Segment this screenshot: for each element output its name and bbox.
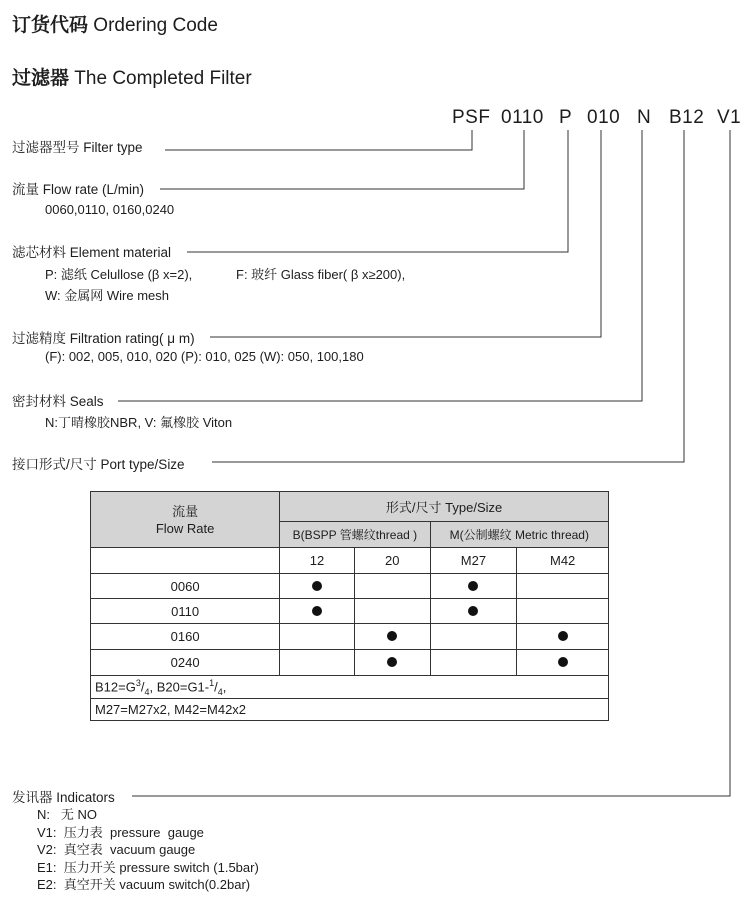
- filter-type-label: 过滤器型号 Filter type: [12, 140, 143, 155]
- line-flow-rate: [160, 130, 524, 189]
- indicator-item: N: 无 NO: [37, 807, 97, 822]
- size-12: 12: [280, 548, 355, 574]
- table-row: [91, 574, 609, 599]
- table-row: [91, 599, 609, 624]
- code-part-psf: PSF: [452, 107, 491, 128]
- mark-cell-2-3: [517, 624, 609, 650]
- table-row: [91, 650, 609, 676]
- mark-cell-1-2: [430, 599, 517, 624]
- code-part-indicator: V1: [717, 107, 742, 128]
- availability-dot: [387, 631, 397, 641]
- code-part-flow: 0110: [501, 107, 544, 128]
- availability-dot: [312, 581, 322, 591]
- mark-cell-0-2: [430, 574, 517, 599]
- table-row: [91, 624, 609, 650]
- indicator-item: V2: 真空表 vacuum gauge: [37, 842, 196, 857]
- element-material-label: 滤芯材料 Element material: [12, 245, 172, 260]
- mark-cell-0-1: [354, 574, 430, 599]
- mark-cell-2-0: [280, 624, 355, 650]
- flow-cell: 0060: [91, 574, 280, 599]
- mark-cell-3-2: [430, 650, 517, 676]
- element-material-option-p: P: 滤纸 Celullose (β x=2),: [45, 267, 193, 282]
- code-part-rating: 010: [587, 107, 621, 128]
- line-filter-type: [165, 130, 472, 150]
- code-part-port: B12: [669, 107, 705, 128]
- availability-dot: [558, 657, 568, 667]
- mark-cell-1-0: [280, 599, 355, 624]
- indicator-item: V1: 压力表 pressure gauge: [37, 824, 204, 840]
- completed-filter-title: 过滤器 The Completed Filter: [12, 67, 252, 89]
- flow-rate-label: 流量 Flow rate (L/min): [12, 182, 145, 197]
- port-label: 接口形式/尺寸 Port type/Size: [12, 457, 185, 472]
- ordering-code-title: 订货代码 Ordering Code: [12, 14, 218, 36]
- mark-cell-1-1: [354, 599, 430, 624]
- mark-cell-2-2: [430, 624, 517, 650]
- flow-cell: 0240: [91, 650, 280, 676]
- metric-header: M(公制螺纹 Metric thread): [430, 522, 608, 548]
- indicator-item: E2: 真空开关 vacuum switch(0.2bar): [37, 877, 251, 892]
- bspp-size-note: $B12=G^3/_4$, $B20=G1-^1/_4$,: [91, 676, 609, 699]
- size-m42: M42: [517, 548, 609, 574]
- indicator-item: E1: 压力开关 pressure switch (1.5bar): [37, 859, 259, 875]
- availability-dot: [468, 581, 478, 591]
- element-material-option-f: F: 玻纤 Glass fiber( β x≥200),: [236, 267, 406, 282]
- bspp-header: B(BSPP 管螺纹thread ): [280, 522, 430, 548]
- mark-cell-0-0: [280, 574, 355, 599]
- code-part-material: P: [559, 107, 573, 128]
- seals-values: N:丁晴橡胶NBR, V: 氟橡胶 Viton: [45, 415, 233, 430]
- seals-label: 密封材料 Seals: [12, 394, 104, 409]
- indicators-label: 发讯器 Indicators: [12, 790, 115, 805]
- size-m27: M27: [430, 548, 517, 574]
- mark-cell-2-1: [354, 624, 430, 650]
- mark-cell-3-3: [517, 650, 609, 676]
- port-size-table: [90, 491, 609, 721]
- flow-cell: 0110: [91, 599, 280, 624]
- flow-cell: 0160: [91, 624, 280, 650]
- mark-cell-3-1: [354, 650, 430, 676]
- flow-rate-header: 流量 Flow Rate: [91, 492, 280, 548]
- mark-cell-0-3: [517, 574, 609, 599]
- filtration-rating-values: (F): 002, 005, 010, 020 (P): 010, 025 (W): 050, 100,180: [45, 349, 364, 364]
- flow-rate-header-blank: [91, 548, 280, 574]
- line-port: [212, 130, 684, 462]
- availability-dot: [387, 657, 397, 667]
- line-filtration-rating: [210, 130, 601, 337]
- mark-cell-3-0: [280, 650, 355, 676]
- filtration-rating-label: 过滤精度 Filtration rating( μ m): [12, 331, 195, 346]
- availability-dot: [558, 631, 568, 641]
- flow-rate-values: 0060,0110, 0160,0240: [45, 202, 175, 217]
- size-20: 20: [354, 548, 430, 574]
- indicators-list: [37, 806, 259, 894]
- line-element-material: [187, 130, 568, 252]
- availability-dot: [312, 606, 322, 616]
- mark-cell-1-3: [517, 599, 609, 624]
- type-size-header: 形式/尺寸 Type/Size: [280, 492, 609, 522]
- availability-dot: [468, 606, 478, 616]
- code-part-seal: N: [637, 107, 652, 128]
- metric-size-note: M27=M27x2, M42=M42x2: [91, 699, 609, 721]
- element-material-option-w: W: 金属网 Wire mesh: [45, 288, 169, 303]
